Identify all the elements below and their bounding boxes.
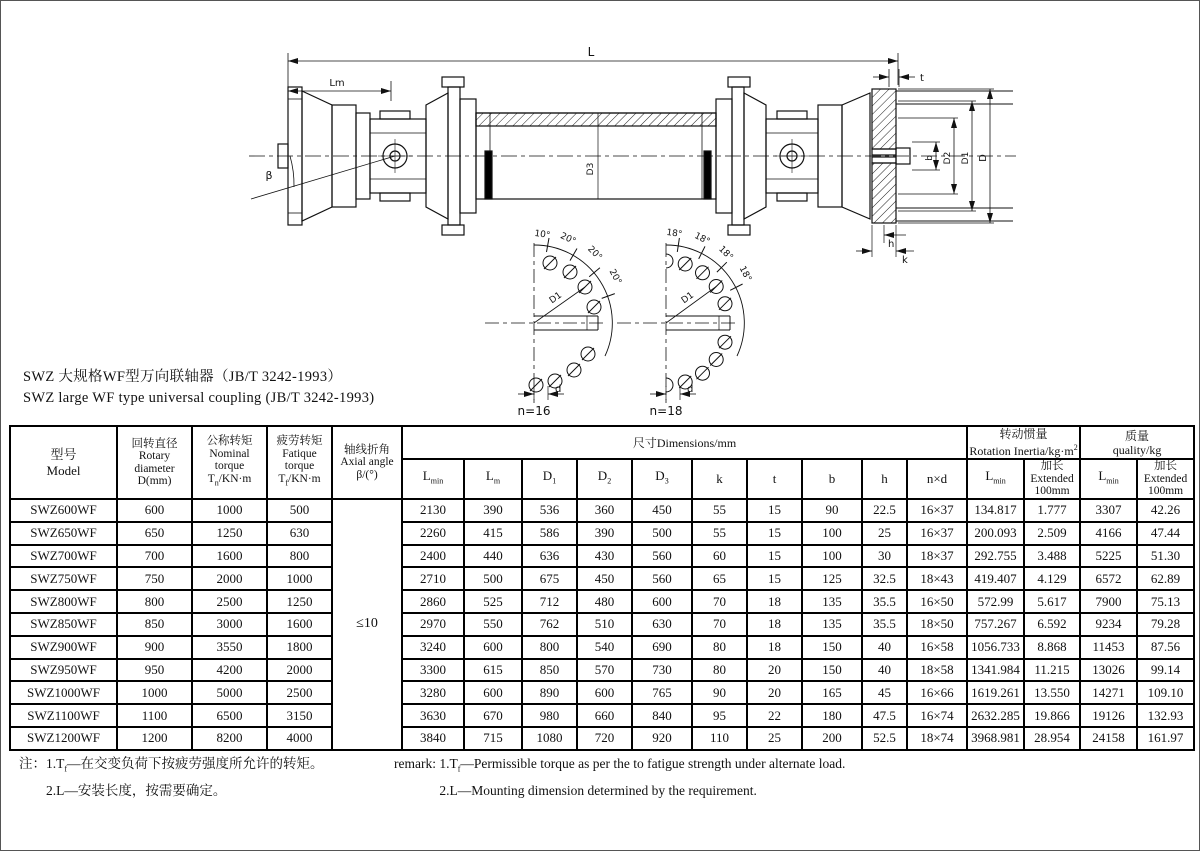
table-cell: SWZ850WF	[10, 613, 117, 636]
header-dim-h: h	[862, 459, 907, 499]
n16-angle-3: 20°	[585, 244, 604, 263]
table-cell: 11453	[1080, 636, 1137, 659]
note-en-1: $1.T_f—Permissible$ torque as per the to fatigue strength under alternate load.	[439, 756, 846, 774]
table-cell: 100	[802, 522, 862, 545]
header-nominal-torque: 公称转矩 Nominal torque $T_n/KN\cdot m$	[192, 426, 267, 499]
table-row	[10, 545, 1194, 568]
table-cell: 8.868	[1024, 636, 1080, 659]
table-cell: SWZ650WF	[10, 522, 117, 545]
table-cell: 60	[692, 545, 747, 568]
table-cell: 55	[692, 522, 747, 545]
table-cell: 134.817	[967, 499, 1024, 522]
table-cell: 18×74	[907, 727, 967, 750]
n18-count-label: n=18	[649, 404, 683, 418]
table-cell: 5000	[192, 681, 267, 704]
header-quality-group: 质量 quality/kg	[1080, 426, 1194, 459]
table-row	[10, 704, 1194, 727]
bolt-pattern-n18	[617, 238, 744, 403]
table-cell: 1341.984	[967, 659, 1024, 682]
table-cell: 15	[747, 545, 802, 568]
axial-angle-value-cell: ≤10	[332, 499, 402, 750]
table-cell: 109.10	[1137, 681, 1194, 704]
n16-angle-4: 20°	[606, 267, 623, 287]
dim-label-D: D	[978, 154, 989, 162]
table-cell: 15	[747, 567, 802, 590]
table-cell: 715	[464, 727, 522, 750]
n18-hole-dia-label: d	[687, 384, 694, 395]
table-cell: 2500	[192, 590, 267, 613]
table-cell: SWZ1000WF	[10, 681, 117, 704]
table-cell: 3240	[402, 636, 464, 659]
table-cell: SWZ600WF	[10, 499, 117, 522]
table-cell: 4166	[1080, 522, 1137, 545]
table-cell: 600	[632, 590, 692, 613]
header-dim-t: t	[747, 459, 802, 499]
table-cell: 2000	[267, 659, 332, 682]
table-cell: 430	[577, 545, 632, 568]
table-row	[10, 636, 1194, 659]
table-body	[10, 499, 1194, 750]
table-cell: 292.755	[967, 545, 1024, 568]
note-zh-1: $1.T_f—$在交变负荷下按疲劳强度所允许的转矩。	[46, 756, 324, 774]
table-cell: 47.5	[862, 704, 907, 727]
table-cell: 24158	[1080, 727, 1137, 750]
n18-angle-3: 18°	[716, 244, 735, 263]
table-cell: 18	[747, 590, 802, 613]
table-cell: 90	[802, 499, 862, 522]
table-cell: 51.30	[1137, 545, 1194, 568]
table-cell: 360	[577, 499, 632, 522]
table-cell: 9234	[1080, 613, 1137, 636]
table-cell: 500	[464, 567, 522, 590]
table-cell: 1000	[267, 567, 332, 590]
table-cell: 16×74	[907, 704, 967, 727]
header-axial-angle: 轴线折角 Axial angle β/(°)	[332, 426, 402, 499]
header-inertia-lmin: $L_{min}$	[967, 459, 1024, 499]
table-row	[10, 499, 1194, 522]
table-cell: 20	[747, 659, 802, 682]
table-cell: 4200	[192, 659, 267, 682]
table-cell: 25	[862, 522, 907, 545]
header-model: 型号 Model	[10, 426, 117, 499]
table-cell: 675	[522, 567, 577, 590]
table-cell: 3550	[192, 636, 267, 659]
table-cell: SWZ700WF	[10, 545, 117, 568]
dim-label-b: b	[925, 155, 935, 161]
table-cell: 1000	[192, 499, 267, 522]
table-cell: 100	[802, 545, 862, 568]
table-cell: 42.26	[1137, 499, 1194, 522]
table-cell: 30	[862, 545, 907, 568]
table-cell: 2500	[267, 681, 332, 704]
table-cell: 52.5	[862, 727, 907, 750]
table-cell: 22	[747, 704, 802, 727]
table-cell: 980	[522, 704, 577, 727]
table-cell: 500	[267, 499, 332, 522]
header-dim-d1: $D_1$	[522, 459, 577, 499]
table-cell: 920	[632, 727, 692, 750]
table-cell: 800	[117, 590, 192, 613]
table-cell: 750	[117, 567, 192, 590]
table-cell: 70	[692, 613, 747, 636]
dim-label-k: k	[902, 255, 908, 266]
table-row	[10, 522, 1194, 545]
table-cell: 1056.733	[967, 636, 1024, 659]
table-cell: 900	[117, 636, 192, 659]
table-cell: 1200	[117, 727, 192, 750]
table-cell: 2000	[192, 567, 267, 590]
bolt-pattern-n16	[485, 238, 615, 403]
table-cell: 19126	[1080, 704, 1137, 727]
table-cell: SWZ750WF	[10, 567, 117, 590]
table-cell: 13.550	[1024, 681, 1080, 704]
table-cell: 2400	[402, 545, 464, 568]
table-cell: 600	[464, 636, 522, 659]
table-cell: 16×37	[907, 499, 967, 522]
table-cell: 13026	[1080, 659, 1137, 682]
table-cell: 3840	[402, 727, 464, 750]
table-cell: 1080	[522, 727, 577, 750]
table-cell: 690	[632, 636, 692, 659]
table-cell: 440	[464, 545, 522, 568]
table-cell: 90	[692, 681, 747, 704]
table-cell: 6572	[1080, 567, 1137, 590]
header-dim-d2: $D_2$	[577, 459, 632, 499]
table-cell: 560	[632, 545, 692, 568]
table-cell: 4000	[267, 727, 332, 750]
table-cell: 135	[802, 590, 862, 613]
table-cell: 800	[522, 636, 577, 659]
table-cell: 712	[522, 590, 577, 613]
table-cell: SWZ900WF	[10, 636, 117, 659]
table-cell: 3000	[192, 613, 267, 636]
table-cell: 15	[747, 522, 802, 545]
table-cell: 135	[802, 613, 862, 636]
table-cell: 19.866	[1024, 704, 1080, 727]
n18-angle-4: 18°	[736, 264, 753, 284]
table-cell: 16×66	[907, 681, 967, 704]
table-cell: 16×50	[907, 590, 967, 613]
table-cell: 3307	[1080, 499, 1137, 522]
note-zh-2: 2.L—安装长度，按需要确定。	[46, 782, 227, 798]
dim-label-D3: D3	[586, 162, 596, 176]
table-cell: 850	[117, 613, 192, 636]
header-dim-lmin: $L_{min}$	[402, 459, 464, 499]
table-cell: 80	[692, 659, 747, 682]
table-cell: 22.5	[862, 499, 907, 522]
table-cell: 1619.261	[967, 681, 1024, 704]
table-cell: 2970	[402, 613, 464, 636]
header-dim-lm: $L_m$	[464, 459, 522, 499]
n16-count-label: n=16	[517, 404, 551, 418]
table-cell: SWZ1100WF	[10, 704, 117, 727]
table-cell: 11.215	[1024, 659, 1080, 682]
n16-hole-dia-label: d	[555, 384, 562, 395]
spec-table	[9, 425, 1195, 751]
table-cell: 80	[692, 636, 747, 659]
table-cell: 560	[632, 567, 692, 590]
dim-label-t: t	[920, 73, 924, 84]
n18-bolt-circle-label: D1	[679, 290, 696, 307]
table-cell: 15	[747, 499, 802, 522]
notes-zh	[19, 753, 324, 801]
table-cell: 6500	[192, 704, 267, 727]
main-assembly-view	[249, 53, 1016, 257]
dim-label-beta: β	[265, 169, 273, 182]
table-cell: 35.5	[862, 590, 907, 613]
table-cell: SWZ1200WF	[10, 727, 117, 750]
table-cell: 70	[692, 590, 747, 613]
table-cell: 762	[522, 613, 577, 636]
table-cell: 1600	[267, 613, 332, 636]
table-cell: 700	[117, 545, 192, 568]
header-dim-nxd: n×d	[907, 459, 967, 499]
n16-angle-1: 10°	[533, 228, 551, 242]
table-cell: 586	[522, 522, 577, 545]
table-cell: 730	[632, 659, 692, 682]
table-cell: 450	[577, 567, 632, 590]
table-cell: 1000	[117, 681, 192, 704]
notes-zh-label: 注：	[19, 756, 46, 771]
table-cell: 660	[577, 704, 632, 727]
table-cell: 4.129	[1024, 567, 1080, 590]
table-cell: 161.97	[1137, 727, 1194, 750]
dim-label-Lm: Lm	[329, 78, 345, 89]
table-cell: 636	[522, 545, 577, 568]
table-cell: 650	[117, 522, 192, 545]
table-cell: 536	[522, 499, 577, 522]
table-cell: 32.5	[862, 567, 907, 590]
table-cell: 570	[577, 659, 632, 682]
table-cell: 3968.981	[967, 727, 1024, 750]
table-cell: 18×37	[907, 545, 967, 568]
table-cell: 500	[632, 522, 692, 545]
table-cell: 75.13	[1137, 590, 1194, 613]
table-cell: 1100	[117, 704, 192, 727]
table-cell: 180	[802, 704, 862, 727]
table-cell: 7900	[1080, 590, 1137, 613]
table-cell: 8200	[192, 727, 267, 750]
table-cell: 630	[267, 522, 332, 545]
table-cell: 200.093	[967, 522, 1024, 545]
table-cell: 720	[577, 727, 632, 750]
table-cell: 2710	[402, 567, 464, 590]
table-cell: 3.488	[1024, 545, 1080, 568]
table-row	[10, 659, 1194, 682]
table-cell: 18×43	[907, 567, 967, 590]
dim-label-D1: D1	[961, 151, 971, 165]
table-cell: 415	[464, 522, 522, 545]
table-cell: SWZ800WF	[10, 590, 117, 613]
n16-angle-2: 20°	[558, 231, 578, 248]
table-cell: 3300	[402, 659, 464, 682]
header-fatique-torque: 疲劳转矩 Fatique torque $T_f/KN\cdot m$	[267, 426, 332, 499]
header-dim-b: b	[802, 459, 862, 499]
table-cell: 525	[464, 590, 522, 613]
table-cell: 600	[464, 681, 522, 704]
table-cell: 5.617	[1024, 590, 1080, 613]
table-cell: 16×37	[907, 522, 967, 545]
table-cell: 480	[577, 590, 632, 613]
n18-angle-1: 18°	[665, 227, 683, 241]
table-cell: 615	[464, 659, 522, 682]
table-cell: 35.5	[862, 613, 907, 636]
header-dim-d3: $D_3$	[632, 459, 692, 499]
header-quality-lmin: $L_{min}$	[1080, 459, 1137, 499]
n16-bolt-circle-label: D1	[547, 290, 564, 307]
table-cell: 25	[747, 727, 802, 750]
table-cell: 390	[577, 522, 632, 545]
table-cell: 3150	[267, 704, 332, 727]
header-dimensions-group: 尺寸Dimensions/mm	[402, 426, 967, 459]
dim-label-L: L	[587, 45, 595, 59]
table-cell: 1250	[192, 522, 267, 545]
header-inertia-extended: 加长 Extended 100mm	[1024, 459, 1080, 499]
table-cell: 1250	[267, 590, 332, 613]
table-cell: 800	[267, 545, 332, 568]
table-cell: 55	[692, 499, 747, 522]
table-row	[10, 567, 1194, 590]
note-en-2: 2.L—Mounting dimension determined by the requirement.	[439, 782, 757, 798]
table-cell: 40	[862, 636, 907, 659]
page-title-en: SWZ large WF type universal coupling (JB/T 3242-1993)	[23, 390, 375, 406]
n18-angle-2: 18°	[692, 231, 712, 248]
table-cell: 6.592	[1024, 613, 1080, 636]
table-cell: 45	[862, 681, 907, 704]
table-cell: 18×58	[907, 659, 967, 682]
table-row	[10, 727, 1194, 750]
header-quality-extended: 加长 Extended 100mm	[1137, 459, 1194, 499]
table-cell: 47.44	[1137, 522, 1194, 545]
table-cell: 757.267	[967, 613, 1024, 636]
table-cell: 840	[632, 704, 692, 727]
table-cell: 87.56	[1137, 636, 1194, 659]
dim-label-h: h	[888, 239, 895, 250]
table-cell: 630	[632, 613, 692, 636]
table-cell: 1.777	[1024, 499, 1080, 522]
table-cell: 62.89	[1137, 567, 1194, 590]
notes-en-label: remark:	[394, 756, 440, 771]
table-cell: 16×58	[907, 636, 967, 659]
table-cell: 200	[802, 727, 862, 750]
table-cell: 510	[577, 613, 632, 636]
table-cell: 540	[577, 636, 632, 659]
table-cell: 1800	[267, 636, 332, 659]
table-cell: 20	[747, 681, 802, 704]
notes-en	[394, 753, 845, 801]
table-cell: 850	[522, 659, 577, 682]
table-cell: 2632.285	[967, 704, 1024, 727]
table-cell: 28.954	[1024, 727, 1080, 750]
table-cell: 95	[692, 704, 747, 727]
table-cell: SWZ950WF	[10, 659, 117, 682]
table-cell: 165	[802, 681, 862, 704]
title-block	[23, 367, 374, 409]
table-cell: 2860	[402, 590, 464, 613]
table-cell: 3630	[402, 704, 464, 727]
header-dim-k: k	[692, 459, 747, 499]
table-cell: 150	[802, 636, 862, 659]
table-cell: 572.99	[967, 590, 1024, 613]
table-cell: 65	[692, 567, 747, 590]
table-cell: 390	[464, 499, 522, 522]
header-rotation-inertia-group: 转动惯量 Rotation Inertia/$kg\cdot m^2$	[967, 426, 1080, 459]
table-cell: 2130	[402, 499, 464, 522]
table-cell: 1600	[192, 545, 267, 568]
table-cell: 950	[117, 659, 192, 682]
table-row	[10, 613, 1194, 636]
table-cell: 600	[577, 681, 632, 704]
table-cell: 600	[117, 499, 192, 522]
table-row	[10, 681, 1194, 704]
table-cell: 110	[692, 727, 747, 750]
table-cell: 670	[464, 704, 522, 727]
table-cell: 5225	[1080, 545, 1137, 568]
table-cell: 18	[747, 613, 802, 636]
table-cell: 132.93	[1137, 704, 1194, 727]
table-cell: 765	[632, 681, 692, 704]
table-cell: 2.509	[1024, 522, 1080, 545]
table-cell: 550	[464, 613, 522, 636]
table-cell: 419.407	[967, 567, 1024, 590]
coupling-technical-drawing	[1, 1, 1200, 421]
table-cell: 450	[632, 499, 692, 522]
table-cell: 18	[747, 636, 802, 659]
header-rotary-diameter: 回转直径 Rotary diameter D(mm)	[117, 426, 192, 499]
table-cell: 150	[802, 659, 862, 682]
table-cell: 18×50	[907, 613, 967, 636]
table-cell: 79.28	[1137, 613, 1194, 636]
table-cell: 3280	[402, 681, 464, 704]
table-cell: 2260	[402, 522, 464, 545]
table-cell: 125	[802, 567, 862, 590]
table-cell: 890	[522, 681, 577, 704]
table-cell: 14271	[1080, 681, 1137, 704]
table-cell: 99.14	[1137, 659, 1194, 682]
table-row	[10, 590, 1194, 613]
table-cell: 40	[862, 659, 907, 682]
page-title-zh: SWZ 大规格WF型万向联轴器（JB/T 3242-1993）	[23, 369, 343, 385]
dim-label-D2: D2	[943, 151, 953, 165]
